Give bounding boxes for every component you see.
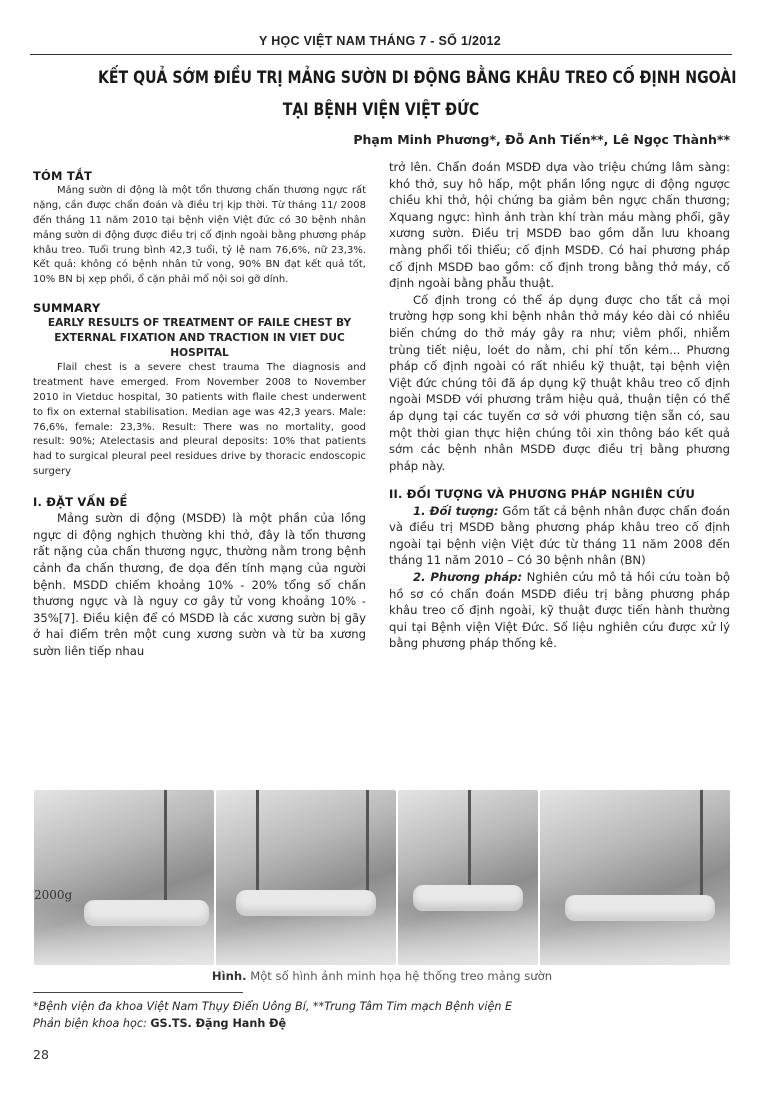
header-rule — [30, 54, 732, 55]
right-column — [389, 159, 730, 652]
photo-3 — [398, 790, 538, 965]
weight-label: 2000g — [34, 888, 73, 902]
figure-photos — [34, 790, 730, 970]
affiliations: *Bệnh viện đa khoa Việt Nam Thụy Điển Uông Bí, **Trung Tâm Tim mạch Bệnh viện E — [33, 1000, 513, 1013]
photo-2 — [216, 790, 396, 965]
article-title — [97, 62, 737, 126]
subsection-1-label: 1. Đối tượng: — [413, 503, 499, 518]
abstract-heading: TÓM TẮT — [33, 169, 93, 183]
journal-header: Y HỌC VIỆT NAM THÁNG 7 - SỐ 1/2012 — [259, 34, 501, 48]
subsection-1-text: Gồm tất cả bệnh nhân được chẩn đoán và điều trị MSDĐ bằng phương pháp khâu treo cố định ngoài tại bệnh viện Việt đức từ tháng 11 năm 2008 đến tháng 11 năm 2010 – Có 30 bệnh nhân (BN) — [389, 503, 731, 568]
abstract-text: Mảng sườn di động là một tổn thương chấn thương ngực rất nặng, cần được chẩn đoán và điều trị kịp thời. Từ tháng 11/ 2008 đến tháng 11 năm 2010 tại bệnh viện Việt đức có 30 bệnh nhân mảng sườn di động được điều trị cố định ngoài bằng phương pháp khâu treo. Tuổi trung bình 42,3 tuổi, tỷ lệ nam 76,6%, nữ 23,3%. Kết quả: không có bệnh nhân tử vong, 90% BN đạt kết quả tốt, 10% BN bị xẹp phổi, ổ cặn phải mổ nội soi gỡ dính. — [33, 185, 366, 286]
reviewer-name: GS.TS. Đặng Hanh Đệ — [150, 1017, 287, 1030]
subsection-2-label: 2. Phương pháp: — [413, 570, 523, 585]
section-1-paragraph-1-continued: trở lên. Chẩn đoán MSDĐ dựa vào triệu chứng lâm sàng: khó thở, suy hô hấp, một phần lồng ngực di động ngược chiều khi thở, hội chứng ba giảm bên ngực chấn thương; Xquang ngực: hình ảnh tràn khí tràn máu màng phổi, gãy xương sườn. Điều trị MSDĐ bao gồm dẫn lưu khoang màng phổi tối thiểu; cố định MSDĐ. Có hai phương pháp cố định MSDĐ bao gồm: cố định trong bằng thở máy, cố định ngoài bằng phẫu thuật. — [389, 160, 730, 291]
left-column — [33, 168, 366, 660]
photo-1 — [34, 790, 214, 965]
section-2-heading: II. ĐỐI TƯỢNG VÀ PHƯƠNG PHÁP NGHIÊN CỨU — [389, 487, 696, 502]
section-2-subsection-1 — [389, 503, 730, 569]
authors: Phạm Minh Phương*, Đỗ Anh Tiến**, Lê Ngọc Thành** — [353, 132, 730, 147]
caption-text: Một số hình ảnh minh họa hệ thống treo mảng sườn — [250, 969, 553, 983]
page-number: 28 — [33, 1047, 49, 1062]
title-line-2: TẠI BỆNH VIỆN VIỆT ĐỨC — [282, 100, 480, 120]
subsection-2-text: Nghiên cứu mô tả hồi cứu toàn bộ hồ sơ có chẩn đoán MSDĐ điều trị bằng phương pháp khâu treo cố định ngoài, kỹ thuật được tiến hành thường qui tại Bệnh viện Việt Đức. Số liệu nghiên cứu được xử lý bằng phương pháp thống kê. — [389, 570, 730, 651]
footnote-rule — [33, 992, 243, 993]
summary-title: EARLY RESULTS OF TREATMENT OF FAILE CHEST BY EXTERNAL FIXATION AND TRACTION IN VIET DUC HOSPITAL — [47, 317, 352, 360]
reviewer — [33, 1015, 733, 1032]
section-1-paragraph-1: Mảng sườn di động (MSDĐ) là một phần của lồng ngực di động nghịch thường khi thở, đây là tổn thương rất nặng của chấn thương ngực, thường nằm trong bệnh cảnh đa chấn thương, đe dọa đến tính mạng của người bệnh. MSDD chiếm khoảng 10% - 20% tổng số chấn thương ngực và là nguy cơ gây tử vong khoảng 10% - 35%[7]. Điều kiện để có MSDĐ là các xương sườn bị gãy ở hai điểm trên một cung xương sườn và từ ba xương sườn liên tiếp nhau — [33, 511, 366, 658]
figure-caption — [34, 969, 730, 983]
caption-label: Hình. — [211, 969, 247, 983]
summary-text: Flail chest is a severe chest trauma The diagnosis and treatment have emerged. From November 2008 to November 2010 in Vietduc hospital, 30 patients with flaile chest underwent to fix on external stabilisation. Median age was 42,3 years. Male: 76,6%, female: 23,3%. Result: There was no mortality, good result: 90%; Atelectasis and pleural deposits: 10% that patients had to surgical pleural peel residues drive by thoracic endoscopic surgery — [33, 362, 366, 477]
reviewer-label: Phản biện khoa học: — [33, 1017, 147, 1030]
title-line-1: KẾT QUẢ SỚM ĐIỀU TRỊ MẢNG SƯỜN DI ĐỘNG BẰNG KHÂU TREO CỐ ĐỊNH NGOÀI — [97, 68, 737, 88]
section-1-heading: I. ĐẶT VẤN ĐỀ — [33, 494, 128, 509]
summary-heading: SUMMARY — [33, 300, 101, 315]
section-2-subsection-2 — [389, 569, 730, 652]
footnote — [33, 998, 733, 1032]
photo-4 — [540, 790, 730, 965]
section-1-paragraph-2: Cố định trong có thể áp dụng được cho tất cả mọi trường hợp song khi bệnh nhân thở máy kéo dài có nhiều biến chứng do thở máy gây ra như; viêm phổi, nhiễm trùng tiết niệu, loét do nằm, chi phí tốn kém... Phương pháp cố định ngoài có rất nhiều kỹ thuật, tại bệnh viện Việt đức chúng tôi đã áp dụng kỹ thuật khâu treo cố định ngoài MSDĐ với phương trâm hiệu quả, thuận tiện có thể áp dụng tại các tuyến cơ sở với phương tiện sẵn có, sau một thời gian thực hiện chúng tôi xin thông báo kết quả sớm các bệnh nhân MSDĐ được điều trị bằng phương pháp này. — [389, 292, 730, 473]
